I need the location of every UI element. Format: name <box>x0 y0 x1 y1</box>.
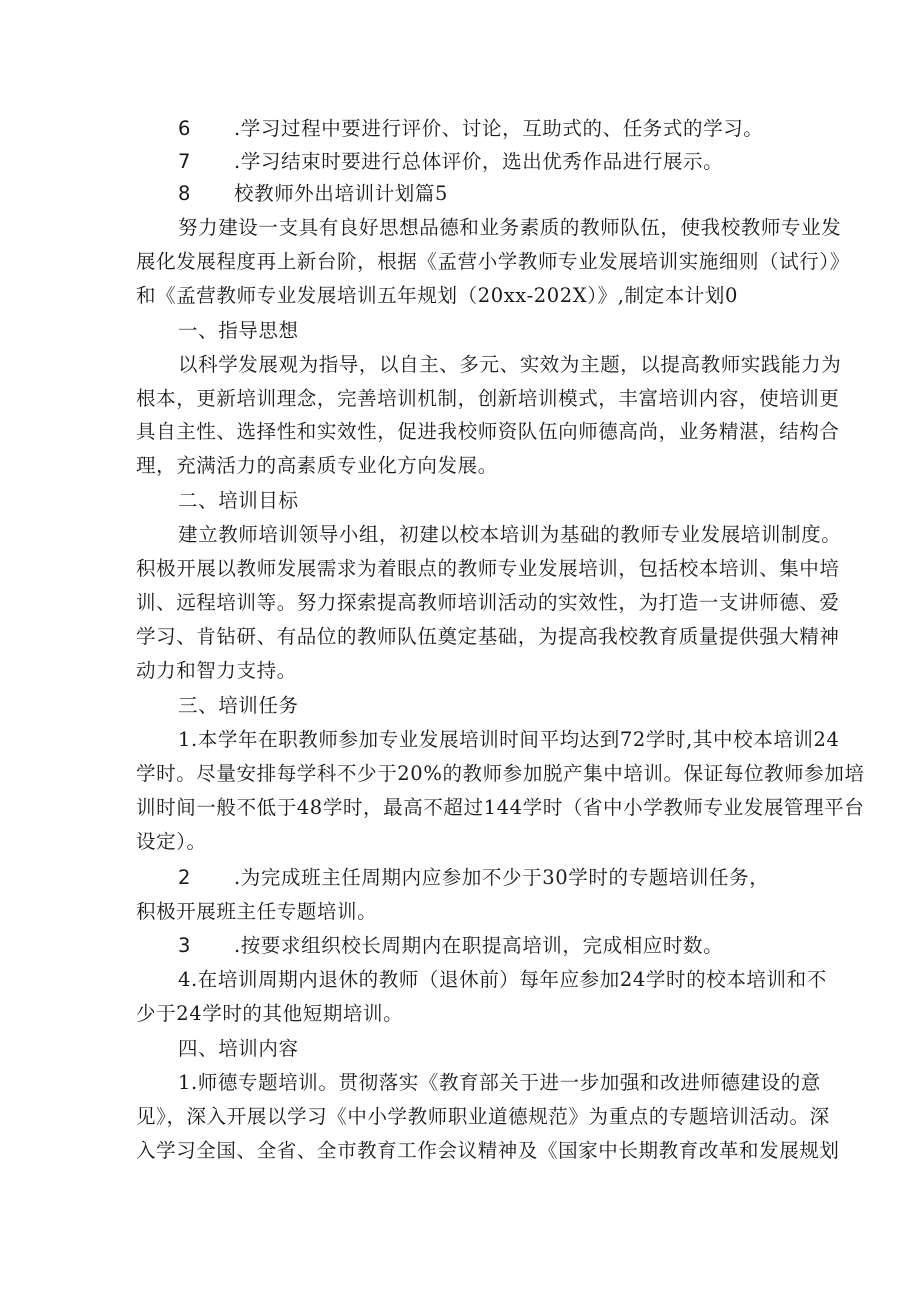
paragraph-line: 4.在培训周期内退休的教师（退休前）每年应参加24学时的校本培训和不 <box>178 968 827 991</box>
list-item-6 <box>178 116 763 142</box>
list-item-8-title <box>178 181 448 207</box>
paragraph-line: 积极开展班主任专题培训。 <box>136 900 378 923</box>
paragraph-line: 积极开展以教师发展需求为着眼点的教师专业发展培训，包括校本培训、集中培 <box>136 557 840 580</box>
list-item-3 <box>178 933 723 959</box>
item-text: .学习过程中要进行评价、讨论，互助式的、任务式的学习。 <box>234 117 764 140</box>
item-number: 8 <box>178 182 192 205</box>
paragraph-line: 训、远程培训等。努力探索提高教师培训活动的实效性，为打造一支讲师德、爱 <box>136 591 840 614</box>
paragraph-line: 和《孟营教师专业发展培训五年规划（20xx-202X）》,制定本计划0 <box>136 284 739 307</box>
section-heading: 三、培训任务 <box>178 694 299 717</box>
paragraph-line: 动力和智力支持。 <box>136 659 297 682</box>
paragraph-line: 具自主性、选择性和实效性，促进我校师资队伍向师德高尚，业务精湛，结构合 <box>136 420 840 443</box>
item-text: .按要求组织校长周期内在职提高培训，完成相应时数。 <box>234 934 724 957</box>
item-text: 校教师外出培训计划篇5 <box>234 182 449 205</box>
section-heading: 二、培训目标 <box>178 489 299 512</box>
paragraph-line: 1.本学年在职教师参加专业发展培训时间平均达到72学时,其中校本培训24 <box>178 728 840 751</box>
paragraph-line: 少于24学时的其他短期培训。 <box>136 1002 404 1025</box>
section-heading: 四、培训内容 <box>178 1037 299 1060</box>
item-number: 7 <box>178 150 192 173</box>
item-number: 6 <box>178 117 192 140</box>
section-heading: 一、指导思想 <box>178 319 299 342</box>
paragraph-line: 理，充满活力的高素质专业化方向发展。 <box>136 454 498 477</box>
paragraph-line: 1.师德专题培训。贯彻落实《教育部关于进一步加强和改进师德建设的意 <box>178 1071 821 1094</box>
paragraph-line: 训时间一般不低于48学时，最高不超过144学时（省中小学教师专业发展管理平台 <box>136 796 865 819</box>
paragraph-line: 根本，更新培训理念，完善培训机制，创新培训模式，丰富培训内容，使培训更 <box>136 387 840 410</box>
paragraph-line: 以科学发展观为指导，以自主、多元、实效为主题，以提高教师实践能力为 <box>178 353 842 376</box>
paragraph-line: 见》，深入开展以学习《中小学教师职业道德规范》为重点的专题培训活动。深 <box>136 1105 830 1128</box>
paragraph-line: 学时。尽量安排每学科不少于20%的教师参加脱产集中培训。保证每位教师参加培 <box>136 762 865 785</box>
paragraph-line: 建立教师培训领导小组，初建以校本培训为基础的教师专业发展培训制度。 <box>178 523 842 546</box>
paragraph-line: 入学习全国、全省、全市教育工作会议精神及《国家中长期教育改革和发展规划 <box>136 1139 840 1162</box>
list-item-7 <box>178 149 723 175</box>
item-number: 3 <box>178 934 192 957</box>
item-number: 2 <box>178 866 192 889</box>
paragraph-line: 学习、肯钻研、有品位的教师队伍奠定基础，为提高我校教育质量提供强大精神 <box>136 625 840 648</box>
item-text: .为完成班主任周期内应参加不少于30学时的专题培训任务， <box>234 866 770 889</box>
list-item-2 <box>178 865 769 891</box>
item-text: .学习结束时要进行总体评价，选出优秀作品进行展示。 <box>234 150 724 173</box>
paragraph-line: 努力建设一支具有良好思想品德和业务素质的教师队伍，使我校教师专业发 <box>178 216 842 239</box>
paragraph-line: 设定）。 <box>136 830 207 853</box>
paragraph-line: 展化发展程度再上新台阶，根据《孟营小学教师专业发展培训实施细则（试行）》 <box>136 250 850 273</box>
